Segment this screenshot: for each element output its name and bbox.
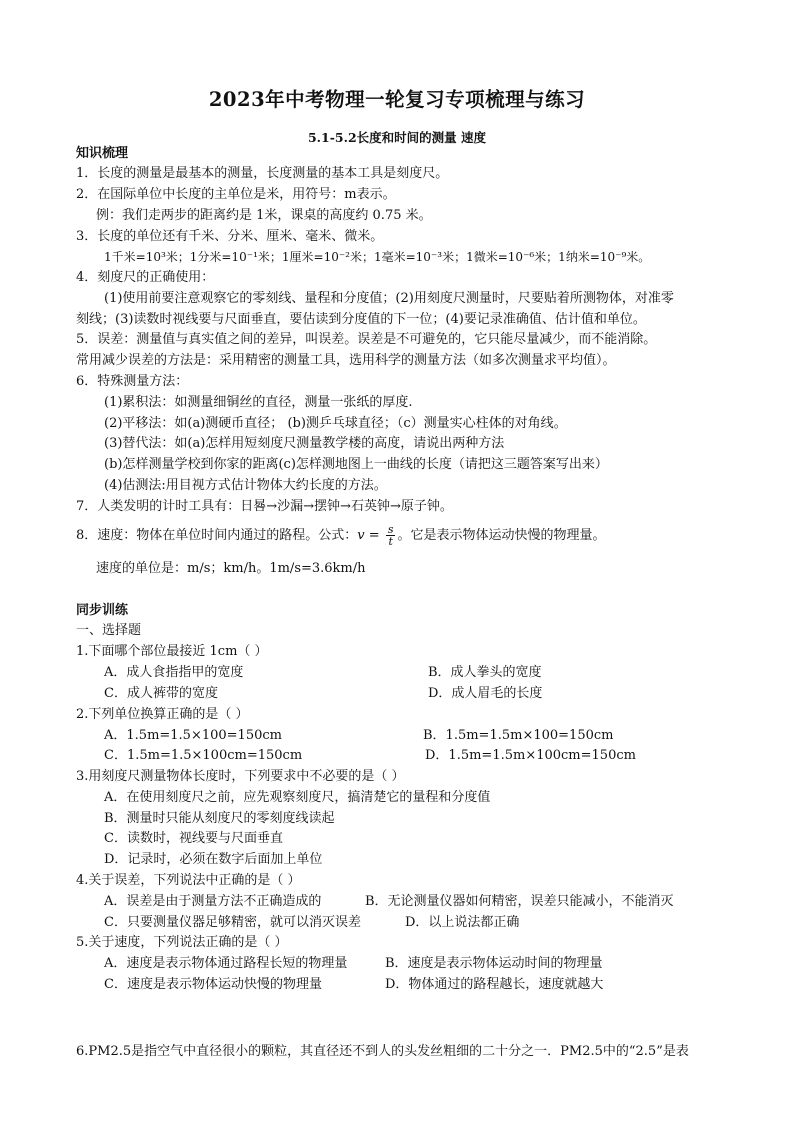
knowledge-line-7: (1)使用前要注意观察它的零刻线、量程和分度值；(2)用刻度尺测量时，尺要贴着所测物体，对准零 — [104, 291, 674, 306]
knowledge-line-12: (1)累积法：如测量细铜丝的直径，测量一张纸的厚度. — [104, 395, 413, 410]
formula-denominator: t — [388, 535, 393, 548]
q2-option-b: B．1.5m=1.5m×100=150cm — [423, 728, 614, 743]
formula-equals: = — [368, 528, 380, 543]
question-4: 4.关于误差，下列说法中正确的是（ ） — [76, 873, 301, 888]
knowledge-line-15: (b)怎样测量学校到你家的距离(c)怎样测地图上一曲线的长度（请把这三题答案写出来） — [104, 457, 608, 472]
knowledge-line-10: 常用减少误差的方法是：采用精密的测量工具，选用科学的测量方法（如多次测量求平均值）。 — [76, 353, 616, 368]
speed-formula-line — [76, 522, 606, 550]
formula-fraction — [386, 524, 396, 547]
q4-option-d: D．以上说法都正确 — [405, 915, 520, 930]
knowledge-line-13: (2)平移法：如(a)测硬币直径； (b)测乒乓球直径；（c）测量实心柱体的对角线。 — [104, 416, 567, 431]
knowledge-line-6: 4．刻度尺的正确使用： — [76, 270, 215, 285]
q4-option-a: A．误差是由于测量方法不正确造成的 — [104, 894, 322, 909]
q3-option-d: D．记录时，必须在数字后面加上单位 — [104, 852, 323, 867]
knowledge-line-1: 1．长度的测量是最基本的测量，长度测量的基本工具是刻度尺。 — [76, 166, 449, 181]
q3-option-b: B．测量时只能从刻度尺的零刻度线读起 — [104, 811, 335, 826]
knowledge-line-16: (4)估测法:用目视方式估计物体大约长度的方法。 — [104, 478, 387, 493]
knowledge-line-3: 例：我们走两步的距离约是 1米，课桌的高度约 0.75 米。 — [96, 208, 432, 223]
question-5: 5.关于速度，下列说法正确的是（ ） — [76, 935, 288, 950]
page-subtitle: 5.1-5.2长度和时间的测量 速度 — [307, 130, 487, 145]
q5-option-c: C．速度是表示物体运动快慢的物理量 — [104, 977, 322, 992]
q1-option-a: A．成人食指指甲的宽度 — [104, 665, 244, 680]
knowledge-line-4: 3．长度的单位还有千米、分米、厘米、毫米、微米。 — [76, 229, 384, 244]
q1-option-d: D．成人眉毛的长度 — [428, 686, 543, 701]
q5-option-d: D．物体通过的路程越长，速度就越大 — [385, 977, 604, 992]
q2-option-d: D．1.5m=1.5m×100cm=150cm — [425, 748, 636, 763]
formula-velocity: v — [357, 528, 365, 543]
q2-option-a: A．1.5m=1.5×100=150cm — [104, 728, 282, 743]
speed-formula-prefix: 8．速度：物体在单位时间内通过的路程。公式： — [76, 528, 358, 543]
practice-heading: 同步训练 — [76, 603, 129, 618]
question-1: 1.下面哪个部位最接近 1cm（ ） — [76, 644, 268, 659]
knowledge-line-5: 1千米=10³米；1分米=10⁻¹米；1厘米=10⁻²米；1毫米=10⁻³米；1微米=10⁻⁶米；1纳米=10⁻⁹米。 — [104, 250, 651, 264]
q4-option-b: B．无论测量仪器如何精密，误差只能减小，不能消灭 — [365, 894, 674, 909]
q1-option-b: B．成人拳头的宽度 — [428, 665, 542, 680]
question-6: 6.PM2.5是指空气中直径很小的颗粒，其直径还不到人的头发丝粗细的二十分之一．PM2.5中的“2.5”是表 — [76, 1044, 689, 1059]
page-title: 2023年中考物理一轮复习专项梳理与练习 — [208, 88, 586, 111]
question-2: 2.下列单位换算正确的是（ ） — [76, 707, 249, 722]
knowledge-line-2: 2．在国际单位中长度的主单位是米，用符号：m表示。 — [76, 187, 396, 202]
knowledge-line-9: 5．误差：测量值与真实值之间的差异，叫误差。误差是不可避免的，它只能尽量减少，而不能消除。 — [76, 332, 657, 347]
knowledge-line-11: 6．特殊测量方法： — [76, 374, 189, 389]
question-3: 3.用刻度尺测量物体长度时，下列要求中不必要的是（ ） — [76, 769, 405, 784]
q1-option-c: C．成人裤带的宽度 — [104, 686, 218, 701]
knowledge-line-17: 7．人类发明的计时工具有：日晷→沙漏→摆钟→石英钟→原子钟。 — [76, 499, 453, 514]
knowledge-line-14: (3)替代法：如(a)怎样用短刻度尺测量教学楼的高度，请说出两种方法 — [104, 436, 505, 451]
speed-formula-suffix: 。它是表示物体运动快慢的物理量。 — [397, 528, 606, 543]
q5-option-b: B．速度是表示物体运动时间的物理量 — [385, 956, 603, 971]
formula-numerator: s — [387, 523, 394, 536]
q3-option-c: C．读数时，视线要与尺面垂直 — [104, 831, 283, 846]
q5-option-a: A．速度是表示物体通过路程长短的物理量 — [104, 956, 348, 971]
q3-option-a: A．在使用刻度尺之前，应先观察刻度尺，搞清楚它的量程和分度值 — [104, 790, 491, 805]
knowledge-line-8: 刻线；(3)读数时视线要与尺面垂直，要估读到分度值的下一位；(4)要记录准确值、估计值和单位。 — [76, 312, 646, 327]
knowledge-heading: 知识梳理 — [76, 146, 129, 161]
knowledge-line-19: 速度的单位是：m/s；km/h。1m/s=3.6km/h — [96, 561, 366, 576]
q2-option-c: C．1.5m=1.5×100cm=150cm — [104, 748, 303, 763]
q4-option-c: C．只要测量仪器足够精密，就可以消灭误差 — [104, 915, 361, 930]
section-heading: 一、选择题 — [76, 623, 142, 638]
